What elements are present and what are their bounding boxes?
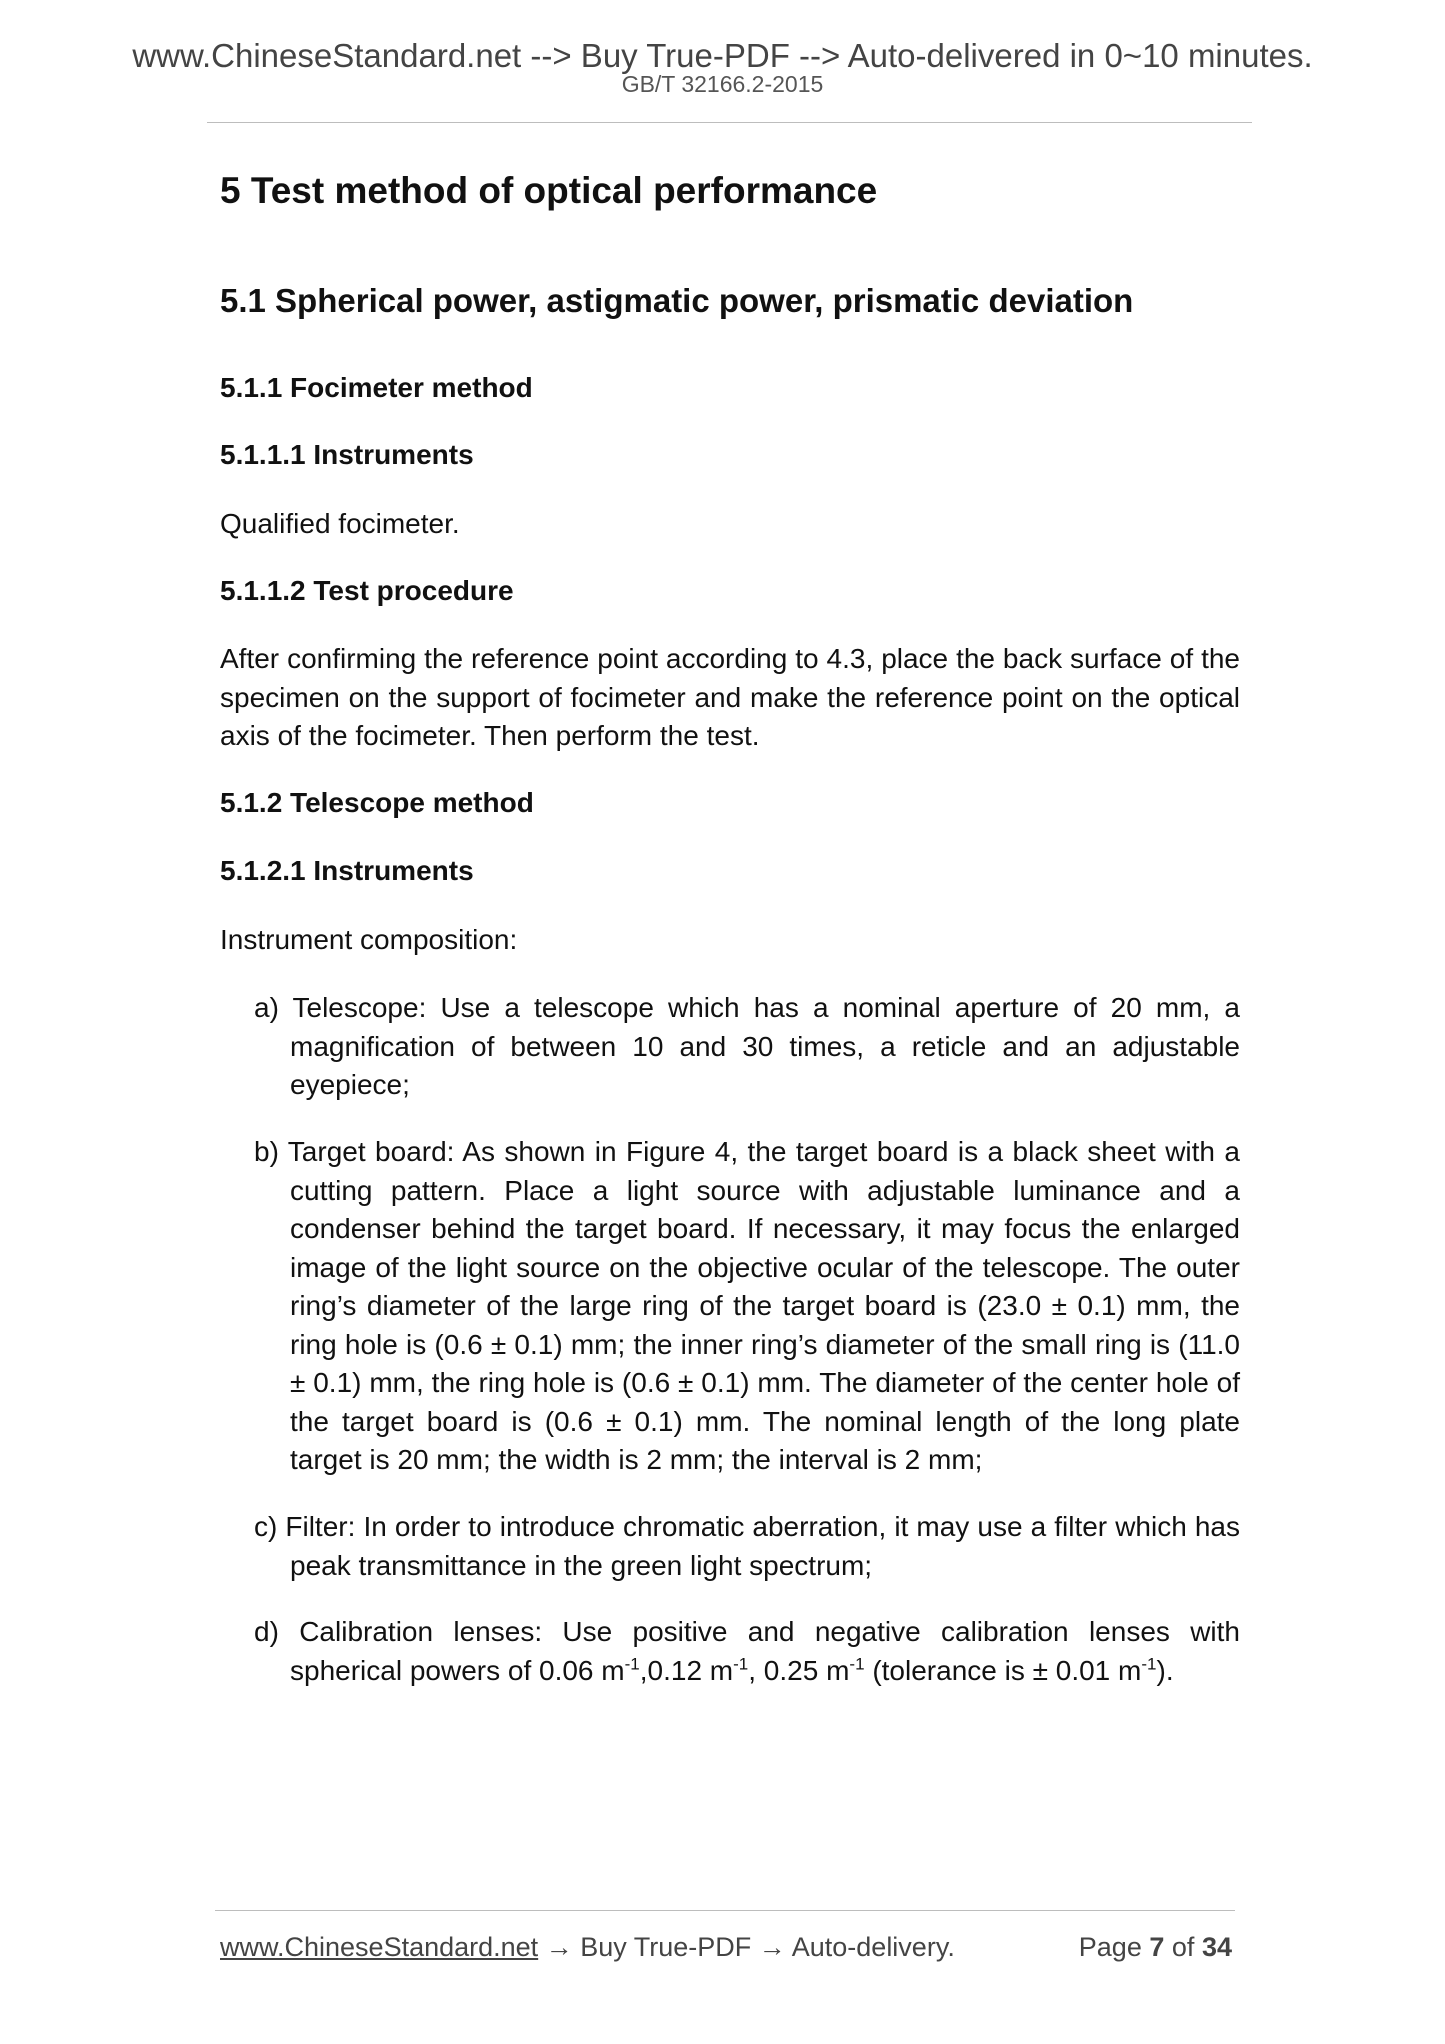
calibration-text-1: d) Calibration lenses: Use positive and negative calibration lenses with spherical powers of 0.06 m xyxy=(254,1616,1240,1686)
test-procedure-text: After confirming the reference point according to 4.3, place the back surface of the specimen on the support of focimeter and make the reference point on the optical axis of the focimeter. Then perform the test. xyxy=(220,643,1240,751)
list-item-target-board: b) Target board: As shown in Figure 4, the target board is a black sheet with a cutting pattern. Place a light source with adjustable luminance and a condenser behind the target board. If necessary, it may focus the enlarged image of the light source on the objective ocular of the telescope. The outer ring’s diameter of the large ring of the target board is (23.0 ± 0.1) mm, the ring hole is (0.6 ± 0.1) mm; the inner ring’s diameter of the small ring is (11.0 ± 0.1) mm, the ring hole is (0.6 ± 0.1) mm. The diameter of the center hole of the target board is (0.6 ± 0.1) mm. The nominal length of the long plate target is 20 mm; the width is 2 mm; the interval is 2 mm; xyxy=(254,1136,1240,1475)
exponent-2: -1 xyxy=(733,1654,749,1674)
list-item-calibration-lenses xyxy=(254,1613,1240,1690)
subsection-5-1-1-2-title: 5.1.1.2 Test procedure xyxy=(220,575,514,606)
subsection-5-1-1-title: 5.1.1 Focimeter method xyxy=(220,372,533,403)
subsection-5-1-title: 5.1 Spherical power, astigmatic power, prismatic deviation xyxy=(220,282,1134,319)
footer-divider xyxy=(215,1910,1235,1911)
list-item-telescope: a) Telescope: Use a telescope which has a nominal aperture of 20 mm, a magnification of between 10 and 30 times, a reticle and an adjustable eyepiece; xyxy=(254,992,1240,1100)
page-label: Page xyxy=(1078,1932,1142,1962)
calibration-text-4: (tolerance is ± 0.01 m xyxy=(864,1654,1142,1686)
standard-code: GB/T 32166.2-2015 xyxy=(621,71,824,97)
instrument-composition-intro: Instrument composition: xyxy=(220,924,518,955)
instruments-text: Qualified focimeter. xyxy=(220,508,460,539)
list-item-filter: c) Filter: In order to introduce chromatic aberration, it may use a filter which has peak transmittance in the green light spectrum; xyxy=(254,1511,1240,1581)
footer-website-link[interactable]: www.ChineseStandard.net xyxy=(220,1932,539,1962)
calibration-text-3: , 0.25 m xyxy=(748,1654,850,1686)
exponent-1: -1 xyxy=(624,1654,640,1674)
page-number: 7 xyxy=(1149,1932,1165,1962)
section-title: 5 Test method of optical performance xyxy=(220,170,878,211)
page-total: 34 xyxy=(1201,1932,1232,1962)
header-banner: www.ChineseStandard.net --> Buy True-PDF --> Auto-delivered in 0~10 minutes. xyxy=(132,37,1313,74)
exponent-4: -1 xyxy=(1141,1654,1157,1674)
calibration-text-2: ,0.12 m xyxy=(639,1654,734,1686)
subsection-5-1-1-1-title: 5.1.1.1 Instruments xyxy=(220,439,474,470)
page-counter xyxy=(1079,1930,1232,1964)
calibration-text-5: ). xyxy=(1156,1654,1174,1686)
page-footer xyxy=(220,1930,1232,1964)
subsection-5-1-2-1-title: 5.1.2.1 Instruments xyxy=(220,855,474,886)
header-divider xyxy=(207,122,1252,123)
exponent-3: -1 xyxy=(849,1654,865,1674)
subsection-5-1-2-title: 5.1.2 Telescope method xyxy=(220,787,534,818)
of-label: of xyxy=(1171,1932,1195,1962)
footer-text: → Buy True-PDF → Auto-delivery. xyxy=(538,1932,955,1962)
